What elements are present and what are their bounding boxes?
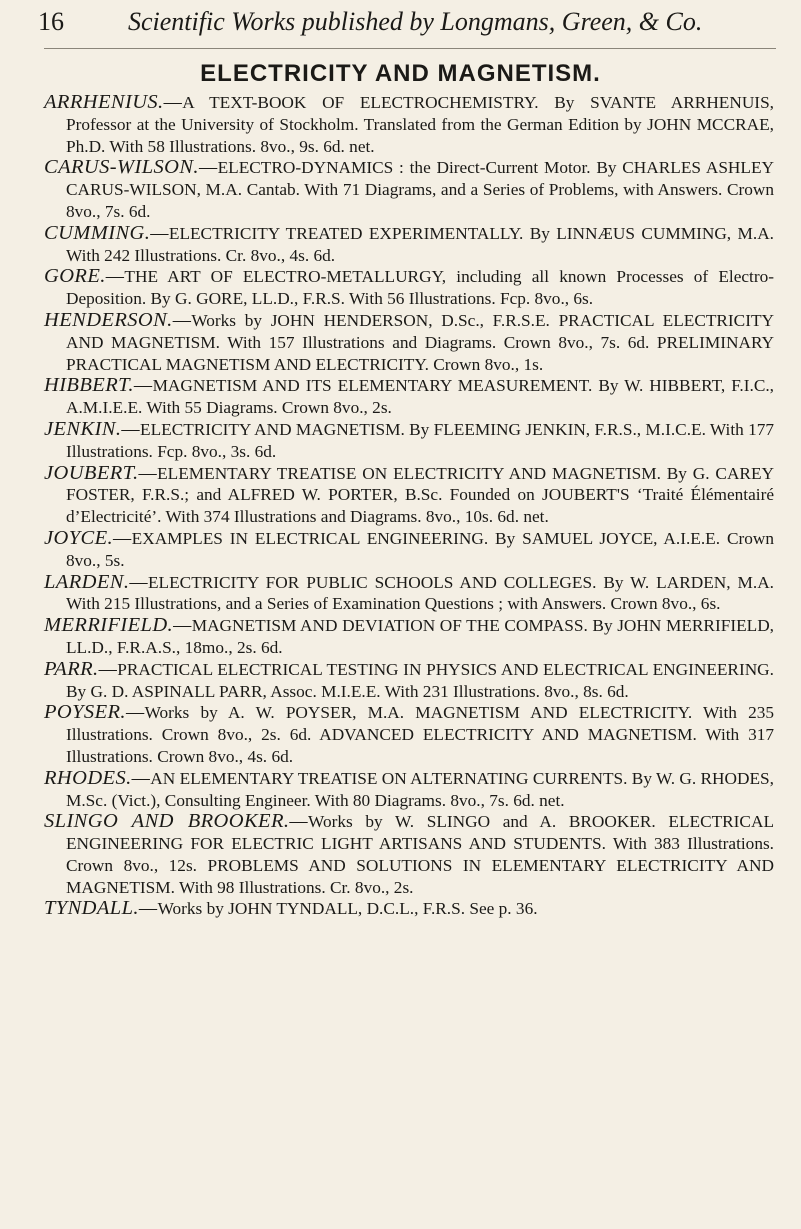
entry-text: ELECTRICITY TREATED EXPERIMENTALLY. By LINNÆUS CUMMING, M.A. With 242 Illustrations. Cr. 8vo., 4s. 6d. — [66, 223, 774, 265]
catalogue-entry — [44, 768, 774, 812]
entry-text: ELECTRO-DYNAMICS : the Direct-Current Motor. By CHARLES ASHLEY CARUS-WILSON, M.A. Cantab. With 71 Diagrams, and a Series of Problems, with Answers. Crown 8vo., 7s. 6d. — [66, 158, 774, 221]
catalogue-entry — [44, 702, 774, 767]
entry-text: AN ELEMENTARY TREATISE ON ALTERNATING CURRENTS. By W. G. RHODES, M.Sc. (Vict.), Consulting Engineer. With 80 Diagrams. 8vo., 7s. 6d. net. — [66, 768, 774, 810]
entry-author: JOYCE.— — [44, 526, 132, 549]
entry-text: Works by W. SLINGO and A. BROOKER. ELECTRICAL ENGINEERING FOR ELECTRIC LIGHT ARTISANS AND STUDENTS. With 383 Illustrations. Crown 8vo., 12s. PROBLEMS AND SOLUTIONS IN ELEMENTARY ELECTRICITY AND MAGNETISM. With 98 Illustrations. Cr. 8vo., 2s. — [66, 812, 774, 897]
entry-text: Works by A. W. POYSER, M.A. MAGNETISM AND ELECTRICITY. With 235 Illustrations. Crown 8vo., 2s. 6d. ADVANCED ELECTRICITY AND MAGNETISM. With 317 Illustrations. Crown 8vo., 4s. 6d. — [66, 703, 774, 766]
catalogue-entry — [44, 659, 774, 703]
entry-author: TYNDALL.— — [44, 897, 158, 920]
entry-text: MAGNETISM AND ITS ELEMENTARY MEASUREMENT. By W. HIBBERT, F.I.C., A.M.I.E.E. With 55 Diagrams. Crown 8vo., 2s. — [66, 376, 774, 418]
catalogue-entry — [44, 898, 774, 920]
entry-author: CUMMING.— — [44, 221, 169, 244]
entry-author: PARR.— — [44, 657, 118, 680]
entry-text: ELEMENTARY TREATISE ON ELECTRICITY AND MAGNETISM. By G. CAREY FOSTER, F.R.S.; and ALFRED W. PORTER, B.Sc. Founded on JOUBERT'S ‘Traité Élémentairé d’Electricité’. With 374 Illustrations and Diagrams. 8vo., 10s. 6d. net. — [66, 463, 774, 527]
entry-text: ELECTRICITY AND MAGNETISM. By FLEEMING JENKIN, F.R.S., M.I.C.E. With 177 Illustrations. Fcp. 8vo., 3s. 6d. — [66, 419, 775, 461]
entry-author: LARDEN.— — [44, 570, 148, 593]
entry-text: PRACTICAL ELECTRICAL TESTING IN PHYSICS AND ELECTRICAL ENGINEERING. By G. D. ASPINALL PARR, Assoc. M.I.E.E. With 231 Illustrations. 8vo., 8s. 6d. — [66, 659, 774, 701]
catalogue-entry — [44, 310, 774, 375]
catalogue-entry — [44, 266, 774, 310]
entry-text: Works by JOHN HENDERSON, D.Sc., F.R.S.E. PRACTICAL ELECTRICITY AND MAGNETISM. With 157 Illustrations and Diagrams. Crown 8vo., 7s. 6d. PRELIMINARY PRACTICAL MAGNETISM AND ELECTRICITY. Crown 8vo., 1s. — [66, 310, 774, 374]
entry-text: MAGNETISM AND DEVIATION OF THE COMPASS. By JOHN MERRIFIELD, LL.D., F.R.A.S., 18mo., 2s. 6d. — [66, 616, 774, 657]
entry-author: ARRHENIUS.— — [44, 91, 183, 113]
entry-author: MERRIFIELD.— — [44, 614, 192, 637]
entry-text: THE ART OF ELECTRO-METALLURGY, including all known Processes of Electro-Deposition. By G. GORE, LL.D., F.R.S. With 56 Illustrations. Fcp. 8vo., 6s. — [66, 267, 774, 309]
catalogue-entry — [44, 615, 774, 659]
catalogue-entry — [44, 375, 774, 419]
catalogue-entry — [44, 572, 774, 616]
entry-author: JENKIN.— — [44, 417, 141, 440]
catalogue-entries — [44, 92, 774, 920]
entry-author: HENDERSON.— — [44, 308, 192, 331]
entry-text: A TEXT-BOOK OF ELECTROCHEMISTRY. By SVANTE ARRHENUIS, Professor at the University of Stockholm. Translated from the German Edition by JOHN MCCRAE, Ph.D. With 58 Illustrations. 8vo., 9s. 6d. net. — [66, 93, 774, 156]
catalogue-entry — [44, 223, 774, 267]
catalogue-entry — [44, 463, 774, 528]
running-title: Scientific Works published by Longmans, Green, & Co. — [128, 7, 703, 36]
entry-author: GORE.— — [44, 265, 125, 288]
catalogue-entry — [44, 157, 774, 222]
entry-text: EXAMPLES IN ELECTRICAL ENGINEERING. By SAMUEL JOYCE, A.I.E.E. Crown 8vo., 5s. — [66, 528, 774, 570]
header-rule — [44, 48, 776, 49]
entry-text: Works by JOHN TYNDALL, D.C.L., F.R.S. See p. 36. — [157, 899, 538, 919]
entry-author: SLINGO AND BROOKER.— — [44, 810, 309, 833]
section-heading: ELECTRICITY AND MAGNETISM. — [200, 60, 601, 87]
catalogue-entry — [44, 528, 774, 572]
entry-author: RHODES.— — [44, 766, 151, 789]
entry-author: CARUS-WILSON.— — [44, 156, 218, 179]
entry-author: HIBBERT.— — [44, 374, 153, 397]
catalogue-entry — [44, 811, 774, 898]
entry-author: POYSER.— — [44, 701, 145, 724]
page-number: 16 — [38, 7, 64, 36]
running-head — [38, 0, 778, 44]
catalogue-entry — [44, 92, 774, 157]
entry-author: JOUBERT.— — [44, 461, 158, 484]
catalogue-entry — [44, 419, 774, 463]
entry-text: ELECTRICITY FOR PUBLIC SCHOOLS AND COLLEGES. By W. LARDEN, M.A. With 215 Illustrations, and a Series of Examination Questions ; with Answers. Crown 8vo., 6s. — [66, 572, 774, 614]
